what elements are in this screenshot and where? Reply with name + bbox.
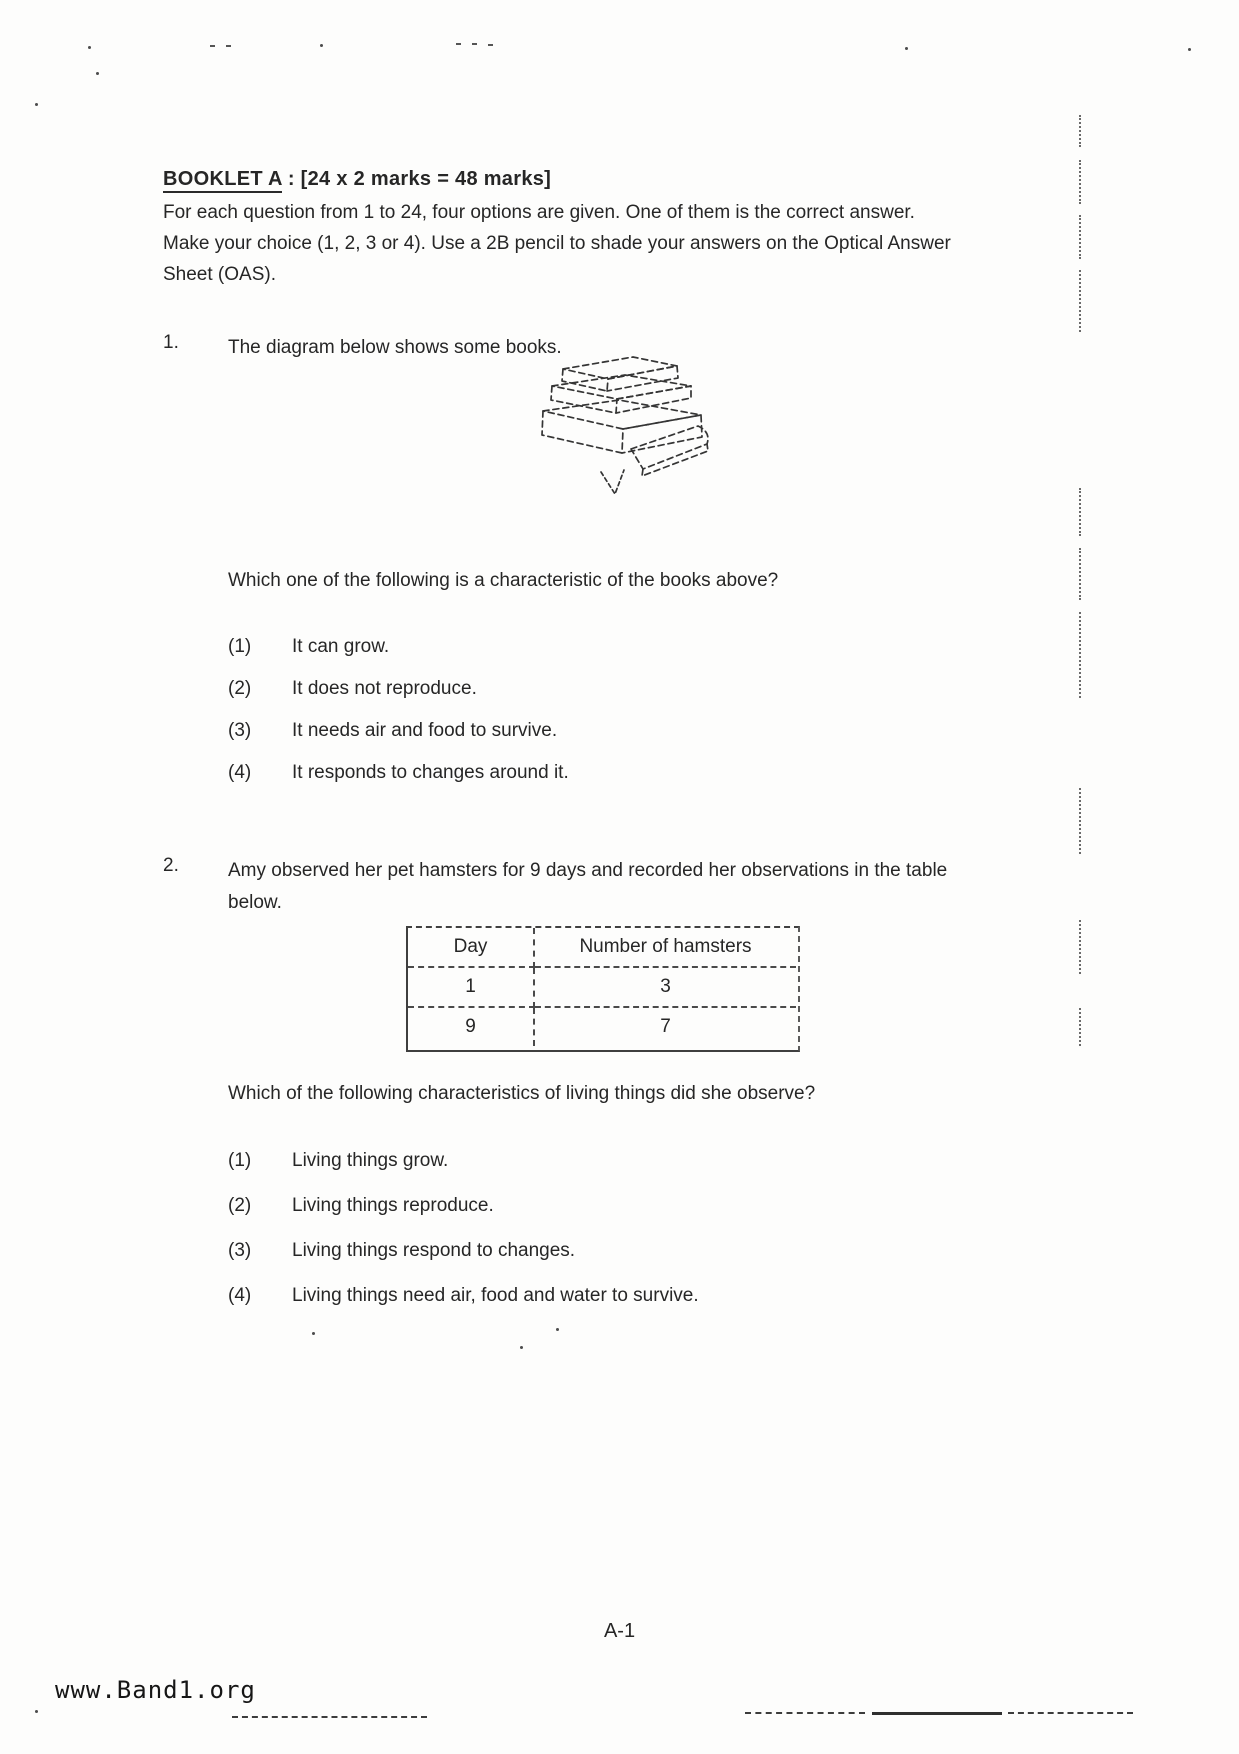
scan-speck	[905, 47, 908, 50]
hamster-table-row2-count: 7	[660, 1016, 671, 1037]
fold-line-artifact	[1079, 548, 1081, 600]
fold-line-artifact	[1079, 920, 1081, 974]
hamster-table	[408, 928, 796, 1046]
question-1-prompt: Which one of the following is a characteristic of the books above?	[228, 570, 779, 591]
books-illustration	[505, 352, 720, 507]
scan-speck	[210, 45, 215, 47]
stack-of-books-icon	[505, 352, 720, 507]
scan-speck	[520, 1346, 523, 1349]
scan-speck	[556, 1328, 559, 1331]
fold-line-artifact	[1079, 270, 1081, 332]
q2-option-2-label: (2)	[228, 1195, 252, 1216]
q1-option-2	[228, 678, 477, 700]
question-2-prompt: Which of the following characteristics of living things did she observe?	[228, 1083, 816, 1104]
question-2-stem: Amy observed her pet hamsters for 9 days and recorded her observations in the table below.	[228, 860, 948, 913]
fold-line-artifact	[1079, 215, 1081, 259]
scan-speck	[35, 103, 38, 106]
q2-option-3-text: Living things respond to changes.	[292, 1240, 576, 1261]
booklet-title-suffix: : [24 x 2 marks = 48 marks]	[282, 168, 552, 190]
q2-option-2	[228, 1195, 494, 1217]
fold-line-artifact	[1079, 612, 1081, 698]
question-1-stem: The diagram below shows some books.	[228, 337, 562, 358]
q2-option-3	[228, 1240, 575, 1262]
q1-option-1	[228, 636, 389, 658]
q1-option-1-label: (1)	[228, 636, 252, 657]
q2-option-2-text: Living things reproduce.	[292, 1195, 494, 1216]
q1-option-2-label: (2)	[228, 678, 252, 699]
fold-line-artifact	[1079, 160, 1081, 204]
q1-option-4-label: (4)	[228, 762, 252, 783]
scan-speck	[320, 44, 323, 47]
q1-option-3-text: It needs air and food to survive.	[292, 720, 558, 741]
question-1-number: 1.	[163, 332, 179, 353]
q2-option-3-label: (3)	[228, 1240, 252, 1261]
hamster-table-row1-count: 3	[534, 967, 796, 1007]
hamster-table-header-count: Number of hamsters	[534, 928, 796, 967]
hamster-table-row2-day: 9	[408, 1007, 534, 1046]
booklet-header	[163, 168, 955, 290]
booklet-instructions: For each question from 1 to 24, four options are given. One of them is the correct answer. Make your choice (1, 2, 3 or 4). Use a 2B pencil to shade your answers on the Optical Answer Sheet (OAS).	[163, 202, 951, 285]
q2-option-1-label: (1)	[228, 1150, 252, 1171]
scan-speck	[96, 72, 99, 75]
scan-speck	[488, 44, 493, 46]
q1-option-1-text: It can grow.	[292, 636, 390, 657]
q2-option-1	[228, 1150, 448, 1172]
q1-option-4-text: It responds to changes around it.	[292, 762, 569, 783]
q1-option-3-label: (3)	[228, 720, 252, 741]
q2-option-4-text: Living things need air, food and water to survive.	[292, 1285, 699, 1306]
scan-dash-line	[1008, 1712, 1133, 1714]
scan-speck	[456, 43, 461, 45]
scan-dash-line	[745, 1712, 865, 1714]
fold-line-artifact	[1079, 1008, 1081, 1046]
question-2-number: 2.	[163, 855, 179, 876]
q2-option-4	[228, 1285, 699, 1307]
page-number: A-1	[603, 1620, 636, 1642]
scan-dash-line	[232, 1716, 427, 1718]
booklet-title: BOOKLET A	[163, 168, 282, 193]
hamster-table-row-2	[408, 1007, 796, 1046]
q2-option-1-text: Living things grow.	[292, 1150, 449, 1171]
q1-option-3	[228, 720, 557, 742]
booklet-title-line	[163, 168, 955, 191]
hamster-table-row-1	[408, 967, 796, 1007]
watermark-url: www.Band1.org	[55, 1676, 256, 1704]
scan-speck	[472, 43, 477, 45]
fold-line-artifact	[1079, 115, 1081, 147]
scan-speck	[35, 1710, 38, 1713]
scan-speck	[312, 1332, 315, 1335]
fold-line-artifact	[1079, 788, 1081, 854]
scan-speck	[226, 45, 231, 47]
q1-option-2-text: It does not reproduce.	[292, 678, 477, 699]
hamster-table-row1-day: 1	[408, 967, 534, 1007]
scan-speck	[88, 46, 91, 49]
scan-dash-line	[872, 1712, 1002, 1715]
q2-option-4-label: (4)	[228, 1285, 252, 1306]
hamster-table-header-day: Day	[408, 928, 534, 967]
fold-line-artifact	[1079, 488, 1081, 536]
q1-option-4	[228, 762, 569, 784]
scan-speck	[1188, 48, 1191, 51]
hamster-table-header-row	[408, 928, 796, 967]
